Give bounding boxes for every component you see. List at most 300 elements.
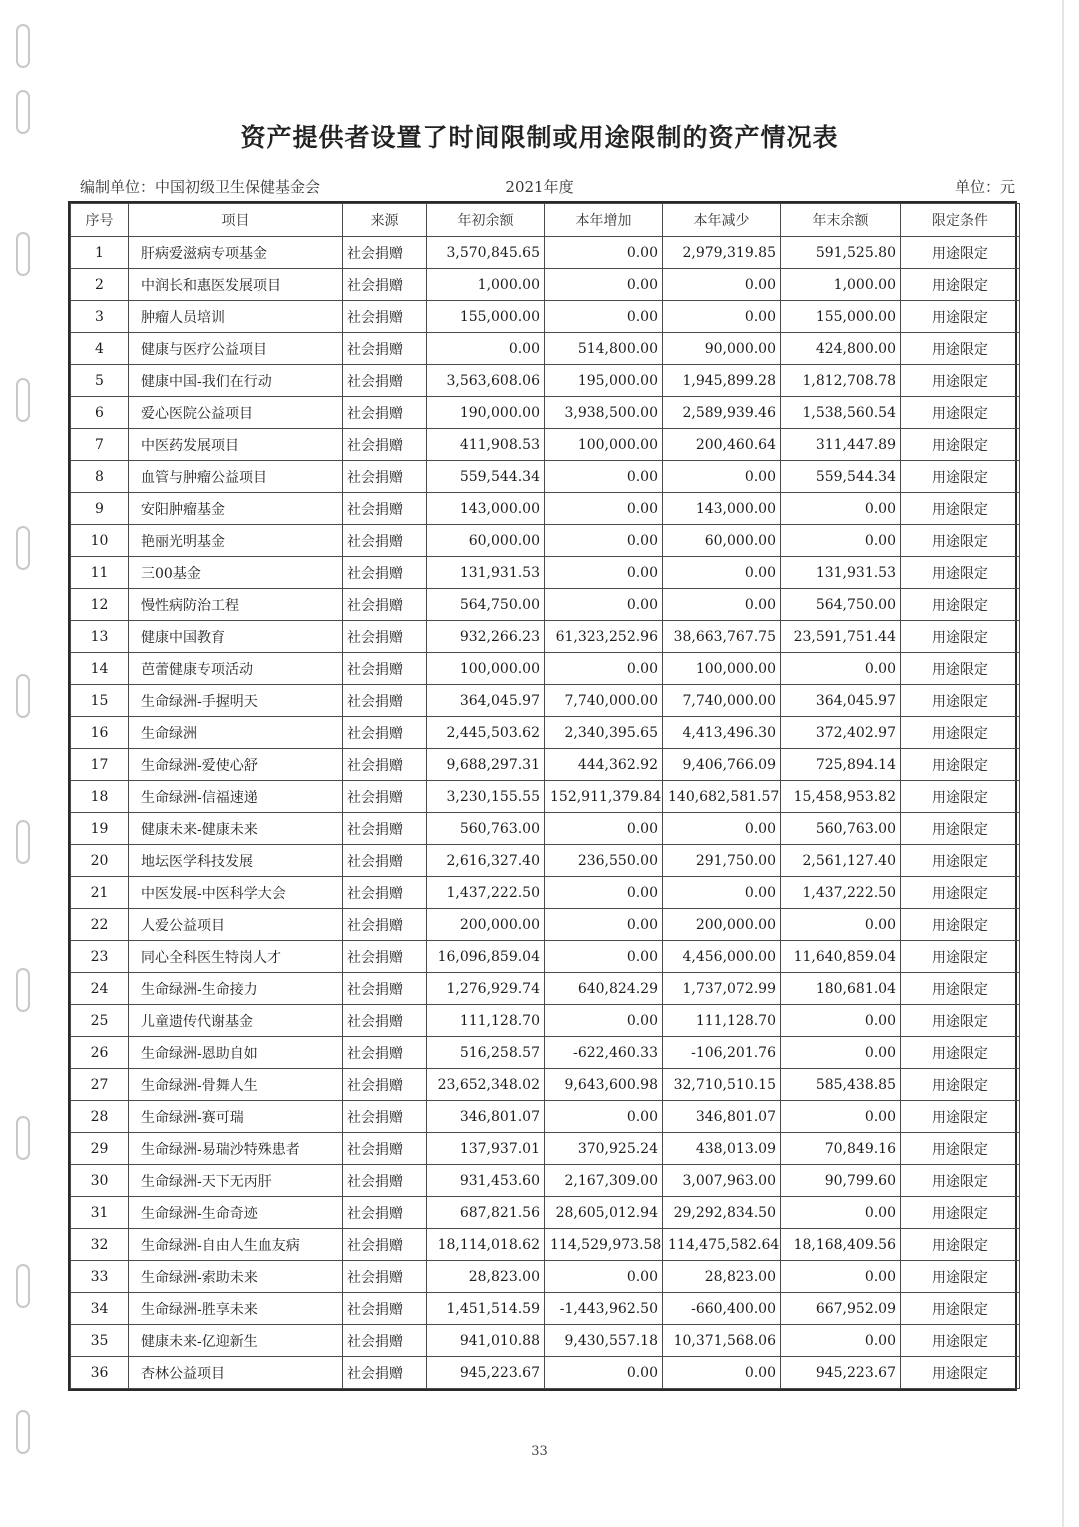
row-opening-balance: 411,908.53 — [427, 429, 545, 461]
row-opening-balance: 931,453.60 — [427, 1165, 545, 1197]
table-row — [71, 1357, 1020, 1389]
row-project-name: 生命绿洲-天下无丙肝 — [129, 1165, 343, 1197]
row-restriction: 用途限定 — [901, 909, 1020, 941]
row-increase: 0.00 — [545, 237, 663, 269]
row-increase: 370,925.24 — [545, 1133, 663, 1165]
row-source: 社会捐赠 — [343, 493, 427, 525]
row-opening-balance: 18,114,018.62 — [427, 1229, 545, 1261]
row-restriction: 用途限定 — [901, 941, 1020, 973]
table-row — [71, 1197, 1020, 1229]
table-row — [71, 781, 1020, 813]
row-restriction: 用途限定 — [901, 685, 1020, 717]
row-opening-balance: 2,445,503.62 — [427, 717, 545, 749]
row-restriction: 用途限定 — [901, 269, 1020, 301]
row-increase: 0.00 — [545, 941, 663, 973]
row-opening-balance: 1,276,929.74 — [427, 973, 545, 1005]
row-project-name: 儿童遗传代谢基金 — [129, 1005, 343, 1037]
row-increase: 0.00 — [545, 1261, 663, 1293]
row-closing-balance: 0.00 — [781, 493, 901, 525]
row-source: 社会捐赠 — [343, 845, 427, 877]
row-closing-balance: 1,000.00 — [781, 269, 901, 301]
page-edge-shadow — [1062, 0, 1064, 1527]
row-serial: 35 — [71, 1325, 129, 1357]
row-serial: 21 — [71, 877, 129, 909]
table-row — [71, 269, 1020, 301]
row-opening-balance: 564,750.00 — [427, 589, 545, 621]
row-decrease: 291,750.00 — [663, 845, 781, 877]
row-closing-balance: 70,849.16 — [781, 1133, 901, 1165]
row-increase: 0.00 — [545, 1005, 663, 1037]
row-increase: 0.00 — [545, 269, 663, 301]
row-opening-balance: 346,801.07 — [427, 1101, 545, 1133]
row-restriction: 用途限定 — [901, 1197, 1020, 1229]
row-increase: 0.00 — [545, 909, 663, 941]
row-decrease: 0.00 — [663, 461, 781, 493]
row-closing-balance: 311,447.89 — [781, 429, 901, 461]
row-restriction: 用途限定 — [901, 1229, 1020, 1261]
row-opening-balance: 190,000.00 — [427, 397, 545, 429]
table-row — [71, 1037, 1020, 1069]
table-row — [71, 1165, 1020, 1197]
row-project-name: 慢性病防治工程 — [129, 589, 343, 621]
row-project-name: 血管与肿瘤公益项目 — [129, 461, 343, 493]
row-source: 社会捐赠 — [343, 1229, 427, 1261]
row-restriction: 用途限定 — [901, 877, 1020, 909]
row-decrease: 0.00 — [663, 269, 781, 301]
row-project-name: 生命绿洲-胜享未来 — [129, 1293, 343, 1325]
row-restriction: 用途限定 — [901, 845, 1020, 877]
row-serial: 23 — [71, 941, 129, 973]
row-restriction: 用途限定 — [901, 525, 1020, 557]
table-row — [71, 301, 1020, 333]
row-project-name: 三00基金 — [129, 557, 343, 589]
row-serial: 32 — [71, 1229, 129, 1261]
row-source: 社会捐赠 — [343, 1293, 427, 1325]
row-restriction: 用途限定 — [901, 365, 1020, 397]
row-restriction: 用途限定 — [901, 429, 1020, 461]
row-source: 社会捐赠 — [343, 1165, 427, 1197]
row-source: 社会捐赠 — [343, 1325, 427, 1357]
row-decrease: 29,292,834.50 — [663, 1197, 781, 1229]
row-decrease: 0.00 — [663, 301, 781, 333]
row-closing-balance: 90,799.60 — [781, 1165, 901, 1197]
row-opening-balance: 932,266.23 — [427, 621, 545, 653]
compiling-unit: 编制单位：中国初级卫生保健基金会 — [80, 178, 321, 196]
row-closing-balance: 560,763.00 — [781, 813, 901, 845]
row-decrease: -660,400.00 — [663, 1293, 781, 1325]
row-restriction: 用途限定 — [901, 1069, 1020, 1101]
row-serial: 22 — [71, 909, 129, 941]
row-closing-balance: 0.00 — [781, 653, 901, 685]
table-row — [71, 397, 1020, 429]
row-opening-balance: 137,937.01 — [427, 1133, 545, 1165]
row-decrease: 0.00 — [663, 589, 781, 621]
binding-hole — [16, 232, 30, 276]
row-project-name: 肿瘤人员培训 — [129, 301, 343, 333]
row-restriction: 用途限定 — [901, 237, 1020, 269]
row-restriction: 用途限定 — [901, 1165, 1020, 1197]
row-decrease: 111,128.70 — [663, 1005, 781, 1037]
row-restriction: 用途限定 — [901, 1325, 1020, 1357]
row-closing-balance: 585,438.85 — [781, 1069, 901, 1101]
row-decrease: 0.00 — [663, 877, 781, 909]
row-restriction: 用途限定 — [901, 781, 1020, 813]
row-increase: -1,443,962.50 — [545, 1293, 663, 1325]
row-increase: 152,911,379.84 — [545, 781, 663, 813]
row-source: 社会捐赠 — [343, 365, 427, 397]
row-serial: 3 — [71, 301, 129, 333]
row-serial: 29 — [71, 1133, 129, 1165]
row-serial: 36 — [71, 1357, 129, 1389]
row-closing-balance: 559,544.34 — [781, 461, 901, 493]
row-serial: 7 — [71, 429, 129, 461]
row-closing-balance: 725,894.14 — [781, 749, 901, 781]
row-serial: 24 — [71, 973, 129, 1005]
row-opening-balance: 3,563,608.06 — [427, 365, 545, 397]
row-decrease: 0.00 — [663, 813, 781, 845]
row-increase: 9,430,557.18 — [545, 1325, 663, 1357]
row-closing-balance: 180,681.04 — [781, 973, 901, 1005]
row-closing-balance: 155,000.00 — [781, 301, 901, 333]
row-decrease: 60,000.00 — [663, 525, 781, 557]
row-decrease: 4,456,000.00 — [663, 941, 781, 973]
row-serial: 27 — [71, 1069, 129, 1101]
table-row — [71, 717, 1020, 749]
row-restriction: 用途限定 — [901, 333, 1020, 365]
table-header-row — [71, 204, 1020, 237]
header-decrease: 本年减少 — [663, 204, 781, 237]
row-project-name: 生命绿洲-自由人生血友病 — [129, 1229, 343, 1261]
row-source: 社会捐赠 — [343, 1005, 427, 1037]
row-decrease: 1,945,899.28 — [663, 365, 781, 397]
row-opening-balance: 559,544.34 — [427, 461, 545, 493]
row-source: 社会捐赠 — [343, 941, 427, 973]
row-increase: 0.00 — [545, 461, 663, 493]
row-serial: 28 — [71, 1101, 129, 1133]
row-restriction: 用途限定 — [901, 493, 1020, 525]
row-increase: 2,340,395.65 — [545, 717, 663, 749]
row-project-name: 肝病爱滋病专项基金 — [129, 237, 343, 269]
table-row — [71, 1293, 1020, 1325]
row-increase: -622,460.33 — [545, 1037, 663, 1069]
row-opening-balance: 2,616,327.40 — [427, 845, 545, 877]
row-restriction: 用途限定 — [901, 1037, 1020, 1069]
row-increase: 0.00 — [545, 653, 663, 685]
row-closing-balance: 0.00 — [781, 909, 901, 941]
table-row — [71, 813, 1020, 845]
binding-hole — [16, 820, 30, 864]
row-restriction: 用途限定 — [901, 621, 1020, 653]
binding-hole — [16, 526, 30, 570]
row-source: 社会捐赠 — [343, 1037, 427, 1069]
row-opening-balance: 23,652,348.02 — [427, 1069, 545, 1101]
row-decrease: 7,740,000.00 — [663, 685, 781, 717]
row-source: 社会捐赠 — [343, 749, 427, 781]
row-source: 社会捐赠 — [343, 1133, 427, 1165]
currency-unit: 单位：元 — [954, 178, 1015, 196]
table-row — [71, 237, 1020, 269]
row-decrease: 28,823.00 — [663, 1261, 781, 1293]
row-opening-balance: 143,000.00 — [427, 493, 545, 525]
row-source: 社会捐赠 — [343, 557, 427, 589]
row-decrease: 4,413,496.30 — [663, 717, 781, 749]
table-row — [71, 941, 1020, 973]
row-project-name: 中医药发展项目 — [129, 429, 343, 461]
row-decrease: 1,737,072.99 — [663, 973, 781, 1005]
row-serial: 30 — [71, 1165, 129, 1197]
row-closing-balance: 364,045.97 — [781, 685, 901, 717]
page-number: 33 — [531, 1444, 548, 1459]
row-source: 社会捐赠 — [343, 653, 427, 685]
row-serial: 14 — [71, 653, 129, 685]
row-project-name: 生命绿洲-赛可瑞 — [129, 1101, 343, 1133]
row-increase: 100,000.00 — [545, 429, 663, 461]
row-source: 社会捐赠 — [343, 1261, 427, 1293]
row-project-name: 生命绿洲-生命接力 — [129, 973, 343, 1005]
table-row — [71, 1261, 1020, 1293]
row-opening-balance: 200,000.00 — [427, 909, 545, 941]
row-closing-balance: 18,168,409.56 — [781, 1229, 901, 1261]
row-project-name: 生命绿洲-索助未来 — [129, 1261, 343, 1293]
row-decrease: 140,682,581.57 — [663, 781, 781, 813]
row-increase: 0.00 — [545, 525, 663, 557]
row-serial: 12 — [71, 589, 129, 621]
row-serial: 31 — [71, 1197, 129, 1229]
row-restriction: 用途限定 — [901, 1293, 1020, 1325]
row-restriction: 用途限定 — [901, 589, 1020, 621]
row-increase: 0.00 — [545, 1357, 663, 1389]
row-increase: 236,550.00 — [545, 845, 663, 877]
row-source: 社会捐赠 — [343, 397, 427, 429]
row-increase: 9,643,600.98 — [545, 1069, 663, 1101]
row-opening-balance: 1,437,222.50 — [427, 877, 545, 909]
row-closing-balance: 667,952.09 — [781, 1293, 901, 1325]
row-project-name: 健康中国教育 — [129, 621, 343, 653]
row-source: 社会捐赠 — [343, 717, 427, 749]
row-decrease: 200,000.00 — [663, 909, 781, 941]
row-source: 社会捐赠 — [343, 589, 427, 621]
row-increase: 640,824.29 — [545, 973, 663, 1005]
row-decrease: 200,460.64 — [663, 429, 781, 461]
row-decrease: 2,589,939.46 — [663, 397, 781, 429]
row-restriction: 用途限定 — [901, 1357, 1020, 1389]
row-serial: 9 — [71, 493, 129, 525]
row-serial: 1 — [71, 237, 129, 269]
row-project-name: 人爱公益项目 — [129, 909, 343, 941]
report-year: 2021年度 — [505, 178, 574, 196]
row-opening-balance: 687,821.56 — [427, 1197, 545, 1229]
row-restriction: 用途限定 — [901, 1261, 1020, 1293]
row-decrease: 100,000.00 — [663, 653, 781, 685]
row-increase: 514,800.00 — [545, 333, 663, 365]
row-closing-balance: 564,750.00 — [781, 589, 901, 621]
row-closing-balance: 945,223.67 — [781, 1357, 901, 1389]
row-source: 社会捐赠 — [343, 781, 427, 813]
row-project-name: 杏林公益项目 — [129, 1357, 343, 1389]
row-decrease: 346,801.07 — [663, 1101, 781, 1133]
table-row — [71, 621, 1020, 653]
row-serial: 13 — [71, 621, 129, 653]
table-row — [71, 1229, 1020, 1261]
row-source: 社会捐赠 — [343, 1101, 427, 1133]
row-opening-balance: 28,823.00 — [427, 1261, 545, 1293]
row-increase: 61,323,252.96 — [545, 621, 663, 653]
row-source: 社会捐赠 — [343, 237, 427, 269]
row-serial: 17 — [71, 749, 129, 781]
row-serial: 8 — [71, 461, 129, 493]
table-row — [71, 493, 1020, 525]
row-closing-balance: 23,591,751.44 — [781, 621, 901, 653]
row-closing-balance: 0.00 — [781, 1005, 901, 1037]
row-source: 社会捐赠 — [343, 333, 427, 365]
row-restriction: 用途限定 — [901, 973, 1020, 1005]
row-restriction: 用途限定 — [901, 1133, 1020, 1165]
row-closing-balance: 0.00 — [781, 525, 901, 557]
row-source: 社会捐赠 — [343, 685, 427, 717]
row-closing-balance: 15,458,953.82 — [781, 781, 901, 813]
row-source: 社会捐赠 — [343, 1069, 427, 1101]
restricted-assets-table — [68, 201, 1017, 1391]
row-source: 社会捐赠 — [343, 1197, 427, 1229]
table-row — [71, 973, 1020, 1005]
header-serial: 序号 — [71, 204, 129, 237]
row-serial: 5 — [71, 365, 129, 397]
row-increase: 444,362.92 — [545, 749, 663, 781]
row-source: 社会捐赠 — [343, 429, 427, 461]
row-project-name: 生命绿洲-易瑞沙特殊患者 — [129, 1133, 343, 1165]
row-project-name: 芭蕾健康专项活动 — [129, 653, 343, 685]
row-decrease: 114,475,582.64 — [663, 1229, 781, 1261]
row-opening-balance: 16,096,859.04 — [427, 941, 545, 973]
row-source: 社会捐赠 — [343, 813, 427, 845]
row-decrease: -106,201.76 — [663, 1037, 781, 1069]
table-row — [71, 461, 1020, 493]
table-row — [71, 909, 1020, 941]
row-increase: 7,740,000.00 — [545, 685, 663, 717]
row-restriction: 用途限定 — [901, 1005, 1020, 1037]
row-source: 社会捐赠 — [343, 1357, 427, 1389]
row-source: 社会捐赠 — [343, 973, 427, 1005]
row-serial: 2 — [71, 269, 129, 301]
row-serial: 6 — [71, 397, 129, 429]
row-project-name: 生命绿洲-手握明天 — [129, 685, 343, 717]
table-row — [71, 429, 1020, 461]
table-row — [71, 845, 1020, 877]
page-title: 资产提供者设置了时间限制或用途限制的资产情况表 — [240, 123, 839, 152]
row-project-name: 生命绿洲-爱使心舒 — [129, 749, 343, 781]
row-closing-balance: 0.00 — [781, 1261, 901, 1293]
row-closing-balance: 0.00 — [781, 1101, 901, 1133]
row-serial: 33 — [71, 1261, 129, 1293]
row-increase: 0.00 — [545, 301, 663, 333]
row-source: 社会捐赠 — [343, 525, 427, 557]
row-serial: 18 — [71, 781, 129, 813]
row-opening-balance: 3,230,155.55 — [427, 781, 545, 813]
header-source: 来源 — [343, 204, 427, 237]
row-increase: 0.00 — [545, 557, 663, 589]
row-decrease: 438,013.09 — [663, 1133, 781, 1165]
row-increase: 195,000.00 — [545, 365, 663, 397]
row-restriction: 用途限定 — [901, 813, 1020, 845]
row-closing-balance: 1,437,222.50 — [781, 877, 901, 909]
row-closing-balance: 372,402.97 — [781, 717, 901, 749]
row-serial: 26 — [71, 1037, 129, 1069]
row-increase: 2,167,309.00 — [545, 1165, 663, 1197]
row-project-name: 中润长和惠医发展项目 — [129, 269, 343, 301]
row-restriction: 用途限定 — [901, 1101, 1020, 1133]
row-restriction: 用途限定 — [901, 717, 1020, 749]
row-opening-balance: 1,000.00 — [427, 269, 545, 301]
binding-hole — [16, 24, 30, 68]
row-opening-balance: 60,000.00 — [427, 525, 545, 557]
row-project-name: 生命绿洲-骨舞人生 — [129, 1069, 343, 1101]
header-project: 项目 — [129, 204, 343, 237]
row-project-name: 健康中国-我们在行动 — [129, 365, 343, 397]
row-project-name: 艳丽光明基金 — [129, 525, 343, 557]
row-opening-balance: 941,010.88 — [427, 1325, 545, 1357]
row-project-name: 地坛医学科技发展 — [129, 845, 343, 877]
row-source: 社会捐赠 — [343, 621, 427, 653]
binding-hole — [16, 378, 30, 422]
table-row — [71, 1069, 1020, 1101]
row-closing-balance: 1,812,708.78 — [781, 365, 901, 397]
row-increase: 28,605,012.94 — [545, 1197, 663, 1229]
row-source: 社会捐赠 — [343, 877, 427, 909]
header-restriction: 限定条件 — [901, 204, 1020, 237]
row-source: 社会捐赠 — [343, 301, 427, 333]
row-serial: 10 — [71, 525, 129, 557]
row-increase: 0.00 — [545, 1101, 663, 1133]
table-row — [71, 525, 1020, 557]
row-decrease: 38,663,767.75 — [663, 621, 781, 653]
row-closing-balance: 424,800.00 — [781, 333, 901, 365]
binding-hole — [16, 968, 30, 1012]
row-decrease: 32,710,510.15 — [663, 1069, 781, 1101]
row-increase: 3,938,500.00 — [545, 397, 663, 429]
row-closing-balance: 131,931.53 — [781, 557, 901, 589]
binding-hole — [16, 1264, 30, 1308]
row-opening-balance: 9,688,297.31 — [427, 749, 545, 781]
row-restriction: 用途限定 — [901, 749, 1020, 781]
row-project-name: 生命绿洲-恩助自如 — [129, 1037, 343, 1069]
row-project-name: 爱心医院公益项目 — [129, 397, 343, 429]
row-opening-balance: 3,570,845.65 — [427, 237, 545, 269]
row-closing-balance: 591,525.80 — [781, 237, 901, 269]
binding-hole — [16, 674, 30, 718]
row-decrease: 9,406,766.09 — [663, 749, 781, 781]
row-source: 社会捐赠 — [343, 909, 427, 941]
row-restriction: 用途限定 — [901, 557, 1020, 589]
row-serial: 34 — [71, 1293, 129, 1325]
row-opening-balance: 111,128.70 — [427, 1005, 545, 1037]
row-project-name: 安阳肿瘤基金 — [129, 493, 343, 525]
row-opening-balance: 516,258.57 — [427, 1037, 545, 1069]
table-row — [71, 653, 1020, 685]
table-row — [71, 1133, 1020, 1165]
row-decrease: 0.00 — [663, 1357, 781, 1389]
row-closing-balance: 0.00 — [781, 1325, 901, 1357]
row-project-name: 中医发展-中医科学大会 — [129, 877, 343, 909]
row-decrease: 90,000.00 — [663, 333, 781, 365]
row-restriction: 用途限定 — [901, 461, 1020, 493]
row-project-name: 健康未来-亿迎新生 — [129, 1325, 343, 1357]
row-opening-balance: 131,931.53 — [427, 557, 545, 589]
row-source: 社会捐赠 — [343, 269, 427, 301]
row-opening-balance: 560,763.00 — [427, 813, 545, 845]
table-row — [71, 1101, 1020, 1133]
row-project-name: 健康未来-健康未来 — [129, 813, 343, 845]
row-serial: 20 — [71, 845, 129, 877]
